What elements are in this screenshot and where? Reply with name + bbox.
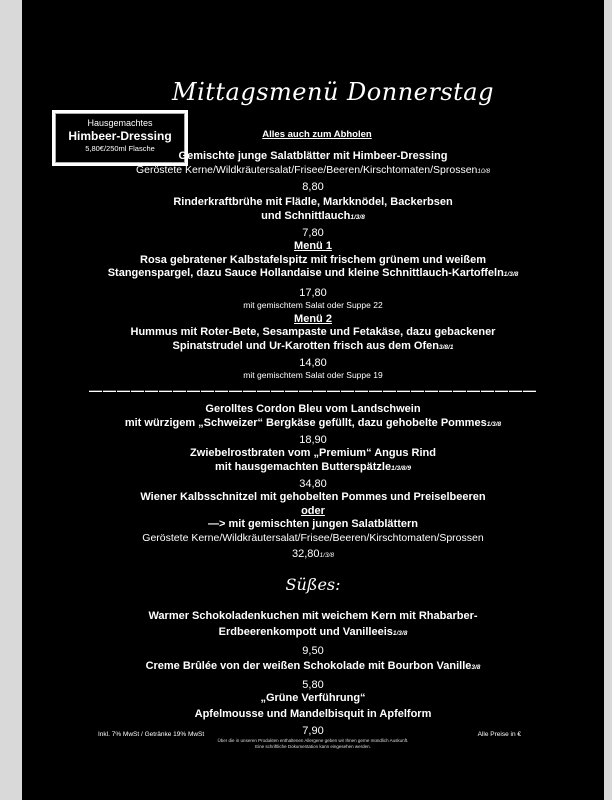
- cordon-allergens: 1/3/8: [486, 420, 502, 428]
- menu1-line2-wrap: [22, 267, 604, 282]
- cake-line2: Erdbeerenkompott und Vanilleeis: [218, 626, 393, 638]
- schnitzel-allergens: 1/3/8: [319, 552, 334, 559]
- cake-price: 9,50: [302, 645, 324, 657]
- fineprint2: Eine schriftliche Dokumentation kann eingesehen werden.: [255, 743, 371, 749]
- menu2-line2: Spinatstrudel und Ur-Karotten frisch aus dem Ofen: [172, 339, 439, 352]
- menu2-label: Menü 2: [294, 312, 332, 325]
- soup-line2: und Schnittlauch: [261, 209, 351, 222]
- right-margin: [604, 0, 612, 800]
- roast-line2: mit hausgemachten Butterspätzle: [215, 460, 392, 473]
- creme-line-wrap: [22, 658, 604, 676]
- roast-price: 34,80: [299, 478, 327, 490]
- cake-line2-wrap: [22, 624, 604, 642]
- page-title: Mittagsmenü Donnerstag: [172, 78, 494, 106]
- soup-allergens: 1/3/8: [350, 213, 365, 221]
- schnitzel-line1: Wiener Kalbsschnitzel mit gehobelten Pommes und Preiselbeeren: [140, 491, 486, 503]
- menu1-label: Menü 1: [294, 240, 332, 252]
- badge-line1: Hausgemachtes: [87, 118, 153, 128]
- cordon-line1: Gerolltes Cordon Bleu vom Landschwein: [205, 403, 421, 415]
- badge-line3: 5,80€/250ml Flasche: [85, 144, 155, 153]
- menu1-line2: Stangenspargel, dazu Sauce Hollandaise und kleine Schnittlauch-Kartoffeln: [107, 267, 504, 279]
- apple-line2: Apfelmousse und Mandelbisquit in Apfelform: [194, 707, 432, 720]
- sweets-heading: Süßes:: [285, 575, 341, 594]
- menu1-allergens: 1/3/8: [503, 271, 519, 278]
- creme-allergens: 3/8: [471, 664, 481, 671]
- divider: ————————————————————————————————: [89, 383, 537, 398]
- schnitzel-desc: Geröstete Kerne/Wildkräutersalat/Frisee/Beeren/Kirschtomaten/Sprossen: [142, 531, 484, 544]
- roast-line2-wrap: [22, 461, 604, 476]
- schnitzel-line2: —> mit gemischten jungen Salatblättern: [208, 518, 418, 530]
- soup-line2-wrap: [22, 210, 604, 225]
- salad-allergens: 10/8: [477, 167, 491, 175]
- roast-allergens: 1/3/8/9: [391, 464, 411, 472]
- soup-price: 7,80: [302, 227, 324, 239]
- badge-line2: Himbeer-Dressing: [68, 129, 172, 143]
- menu2-line1: Hummus mit Roter-Bete, Sesampaste und Fetakäse, dazu gebackener: [130, 326, 496, 338]
- cake-allergens: 1/3/8: [392, 630, 408, 637]
- menu2-line2-wrap: [22, 340, 604, 355]
- left-margin: [0, 0, 22, 800]
- creme-line1: Creme Brûlée von der weißen Schokolade mit Bourbon Vanille: [145, 660, 472, 672]
- fineprint1: Über die in unseren Produkten enthaltenen Allergene geben wir Ihnen gerne mündlich Auskunft.: [217, 737, 409, 743]
- tax-note: Inkl. 7% MwSt / Getränke 19% MwSt: [98, 731, 205, 738]
- takeaway-notice: Alles auch zum Abholen: [262, 129, 372, 140]
- salad-name: Gemischte junge Salatblätter mit Himbeer-Dressing: [178, 150, 448, 162]
- creme-price: 5,80: [302, 679, 324, 691]
- currency-note: Alle Preise in €: [477, 731, 521, 738]
- schnitzel-price-wrap: [22, 547, 604, 563]
- schnitzel-or: oder: [301, 504, 325, 517]
- cordon-line2-wrap: [22, 417, 604, 432]
- menu2-extra: mit gemischtem Salat oder Suppe 19: [243, 370, 383, 380]
- apple-price: 7,90: [302, 724, 324, 737]
- apple-line1: „Grüne Verführung“: [260, 692, 366, 704]
- salad-price: 8,80: [302, 181, 324, 193]
- salad-desc: [22, 164, 604, 179]
- menu1-extra: mit gemischtem Salat oder Suppe 22: [243, 299, 383, 310]
- menu1-line1: Rosa gebratener Kalbstafelspitz mit frischem grünem und weißem: [140, 253, 486, 266]
- menu-list: [22, 150, 604, 750]
- menu2-allergens: 3/8/1: [439, 343, 454, 351]
- roast-line1: Zwiebelrostbraten vom „Premium“ Angus Rind: [190, 447, 436, 459]
- cake-line1: Warmer Schokoladenkuchen mit weichem Kern mit Rhabarber-: [148, 610, 478, 622]
- menu-page: [22, 0, 604, 800]
- salad-desc-text: Geröstete Kerne/Wildkräutersalat/Frisee/Beeren/Kirschtomaten/Sprossen: [135, 163, 478, 176]
- schnitzel-price: 32,80: [292, 548, 320, 560]
- menu1-price: 17,80: [299, 286, 327, 299]
- cordon-price: 18,90: [299, 434, 327, 446]
- soup-line1: Rinderkraftbrühe mit Flädle, Markknödel, Backerbsen: [173, 196, 453, 208]
- menu2-price: 14,80: [299, 357, 327, 369]
- cordon-line2: mit würzigem „Schweizer“ Bergkäse gefüllt, dazu gehobelte Pommes: [124, 416, 487, 429]
